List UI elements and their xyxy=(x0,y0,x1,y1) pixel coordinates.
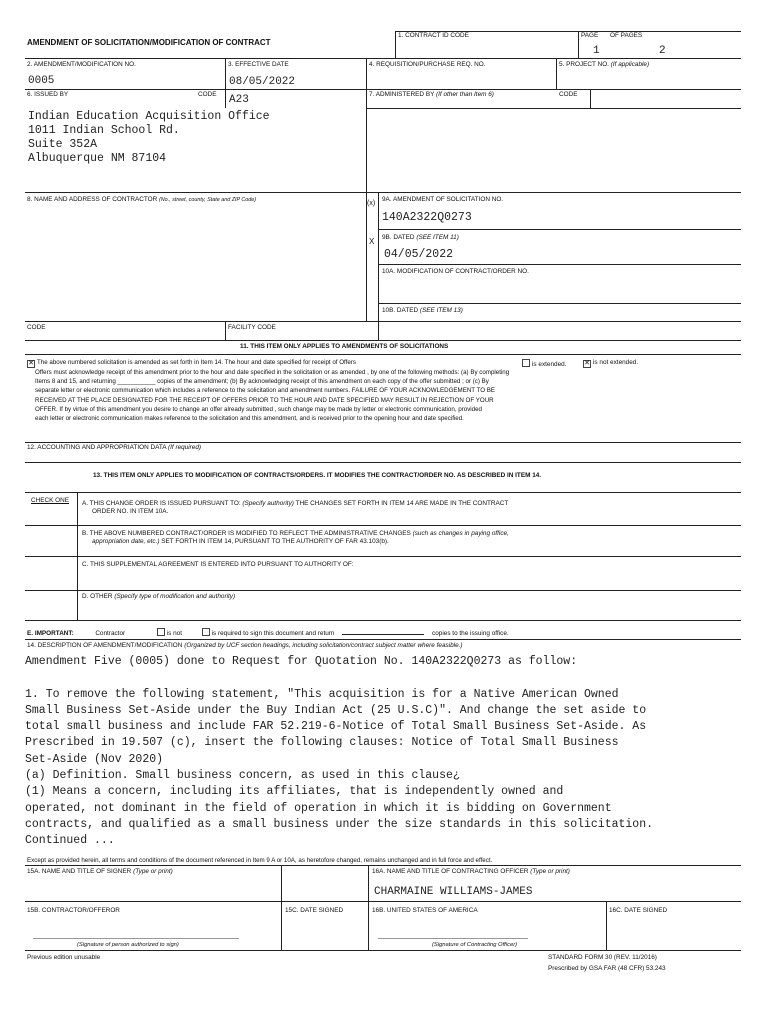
item-13b: B. THE ABOVE NUMBERED CONTRACT/ORDER IS MODIFIED TO REFLECT THE ADMINISTRATIVE CHANGES (such as changes in paying office, appropriation date, etc.) SET FORTH IN ITEM 14, PURSUANT TO THE AUTHORITY OF FAR 43.103(b). xyxy=(82,530,509,545)
description-label: 14. DESCRIPTION OF AMENDMENT/MODIFICATION (Organized by UCF section headings, including solicitation/contract subject matter where feasible.) xyxy=(27,642,463,649)
previous-edition-note: Previous edition unusable xyxy=(27,954,101,961)
of-pages-label: OF PAGES xyxy=(610,32,643,39)
is-not-extended-option: ✕ is not extended. xyxy=(584,359,639,367)
standard-form-label: STANDARD FORM 30 (REV. 11/2016) xyxy=(548,954,657,961)
page-number: 1 xyxy=(593,45,600,57)
item-13-header: 13. THIS ITEM ONLY APPLIES TO MODIFICATION OF CONTRACTS/ORDERS. IT MODIFIES THE CONTRACT/ORDER NO. AS DESCRIBED IN ITEM 14. xyxy=(93,472,542,479)
administered-by-label: 7. ADMINISTERED BY (If other than Item 6) xyxy=(369,91,494,98)
check-one-label: CHECK ONE xyxy=(31,497,69,504)
dated-9b-label: 9B. DATED (SEE ITEM 11) xyxy=(382,234,459,241)
facility-code-label: FACILITY CODE xyxy=(228,324,276,331)
issued-by-code-value: A23 xyxy=(229,94,249,106)
effective-date-label: 3. EFFECTIVE DATE xyxy=(228,61,289,68)
total-pages: 2 xyxy=(659,45,666,57)
date-signed-15c-label: 15C. DATE SIGNED xyxy=(285,907,344,914)
amendment-of-solicitation-label: 9A. AMENDMENT OF SOLICITATION NO. xyxy=(382,196,504,203)
important-row: E. IMPORTANT: Contractor is not is required to sign this document and return copies to the issuing office. xyxy=(27,630,509,637)
contractor-name-label: 8. NAME AND ADDRESS OF CONTRACTOR (No., street, county, State and ZIP Code) xyxy=(27,196,257,203)
is-extended-option: is extended. xyxy=(522,359,566,369)
is-not-checkbox[interactable] xyxy=(157,628,165,636)
solicitation-no-value: 140A2322Q0273 xyxy=(382,211,472,224)
signer-name-label: 15A. NAME AND TITLE OF SIGNER (Type or print) xyxy=(27,868,173,875)
signature-officer-caption: (Signature of Contracting Officer) xyxy=(432,942,518,948)
contract-id-code-label: 1. CONTRACT ID CODE xyxy=(398,32,469,39)
modification-of-contract-label: 10A. MODIFICATION OF CONTRACT/ORDER NO. xyxy=(382,268,529,275)
contractor-offeror-label: 15B. CONTRACTOR/OFFEROR xyxy=(27,907,120,914)
page-label: PAGE xyxy=(581,32,599,39)
description-text: Amendment Five (0005) done to Request for Quotation No. 140A2322Q0273 as follow: 1. To remove the following statement, "This acquisition is for a Native American Owned Small Business Set-Aside under the Buy Indian Act (25 U.S.C)". And change the set aside to total small business and include FAR 52.219-6-Notice of Total Small Business Set-Aside. As Prescribed in 19.507 (c), insert the following clauses: Notice of Total Small Business Set-Aside (Nov 2020) (a) Definition. Small business concern, as used in this clause¿ (1) Means a concern, including its affiliates, that is independently owned and operated, not dominant in the field of operation in which it is bidding on Government contracts, and qualified as a small business under the size standards in this solicitation. Continued ... xyxy=(25,655,654,848)
x-column-label: (x) xyxy=(367,200,376,207)
date-signed-16c-label: 16C. DATE SIGNED xyxy=(609,907,668,914)
accounting-data-label: 12. ACCOUNTING AND APPROPRIATION DATA (If required) xyxy=(27,444,202,451)
effective-date-value: 08/05/2022 xyxy=(229,76,296,88)
except-provided-line: Except as provided herein, all terms and conditions of the document referenced in Item 9 A or 10A, as heretofore changed, remains unchanged and in full force and effect. xyxy=(27,857,493,864)
is-required-checkbox[interactable] xyxy=(202,628,210,636)
amendment-no-value: 0005 xyxy=(28,75,55,87)
united-states-label: 16B. UNITED STATES OF AMERICA xyxy=(372,907,478,914)
issued-by-label: 6. ISSUED BY xyxy=(27,91,69,98)
item-13d: D. OTHER (Specify type of modification and authority) xyxy=(82,593,236,600)
dated-10b-label: 10B. DATED (SEE ITEM 13) xyxy=(382,307,463,314)
administered-by-code-label: CODE xyxy=(559,91,578,98)
item-11-header: 11. THIS ITEM ONLY APPLIES TO AMENDMENTS OF SOLICITATIONS xyxy=(240,343,449,350)
dated-9b-value: 04/05/2022 xyxy=(384,248,454,261)
contracting-officer-label: 16A. NAME AND TITLE OF CONTRACTING OFFICER (Type or print) xyxy=(372,868,570,875)
issued-by-address: Indian Education Acquisition Office 1011 Indian School Rd. Suite 352A Albuquerque NM 87104 xyxy=(28,110,270,165)
project-no-label: 5. PROJECT NO. (If applicable) xyxy=(559,61,650,68)
item-13c: C. THIS SUPPLEMENTAL AGREEMENT IS ENTERED INTO PURSUANT TO AUTHORITY OF: xyxy=(82,561,354,568)
issued-by-code-label: CODE xyxy=(198,91,217,98)
is-not-extended-checkbox[interactable]: ✕ xyxy=(584,360,590,367)
form-title: AMENDMENT OF SOLICITATION/MODIFICATION OF CONTRACT xyxy=(27,38,271,47)
requisition-label: 4. REQUISITION/PURCHASE REQ. NO. xyxy=(369,61,486,68)
contractor-code-label: CODE xyxy=(27,324,46,331)
is-extended-checkbox[interactable] xyxy=(522,359,530,367)
amendment-no-label: 2. AMENDMENT/MODIFICATION NO. xyxy=(27,61,136,68)
item-11-text: ✕ The above numbered solicitation is amended as set forth in Item 14. The hour and date specified for receipt of Offers Offers must acknowledge receipt of this amendment prior to the hour and date specified in the solicitation or as amended , by one of the following methods: (a) By completing Items 8 and 15, and returning ___________ copies of the amendment; (b) By acknowledging receipt of this amendment on each copy of the offer submitted ; or (c) By separate letter or electronic communication which includes a reference to the solicitation and amendment numbers. FAILURE OF YOUR ACKNOWLEDGEMENT TO BE RECEIVED AT THE PLACE DESIGNATED FOR THE RECEIPT OF OFFERS PRIOR TO THE HOUR AND DATE SPECIFIED MAY RESULT IN REJECTION OF YOUR OFFER. If by virtue of this amendment you desire to change an offer already submitted , such change may be made by letter or electronic communication, provided each letter or electronic communication makes reference to the solicitation and this amendment, and is received prior to the opening hour and date specified. xyxy=(28,359,510,423)
item-13a: A. THIS CHANGE ORDER IS ISSUED PURSUANT TO: (Specify authority) THE CHANGES SET FORTH IN ITEM 14 ARE MADE IN THE CONTRACT ORDER NO. IN ITEM 10A. xyxy=(82,500,509,515)
prescribed-by-label: Prescribed by GSA FAR (48 CFR) 53.243 xyxy=(548,965,666,972)
amended-checkbox[interactable]: ✕ xyxy=(28,360,34,367)
signature-person-caption: (Signature of person authorized to sign) xyxy=(77,942,179,948)
contracting-officer-name: CHARMAINE WILLIAMS-JAMES xyxy=(374,886,533,898)
solicitation-checked-mark: X xyxy=(369,237,375,246)
